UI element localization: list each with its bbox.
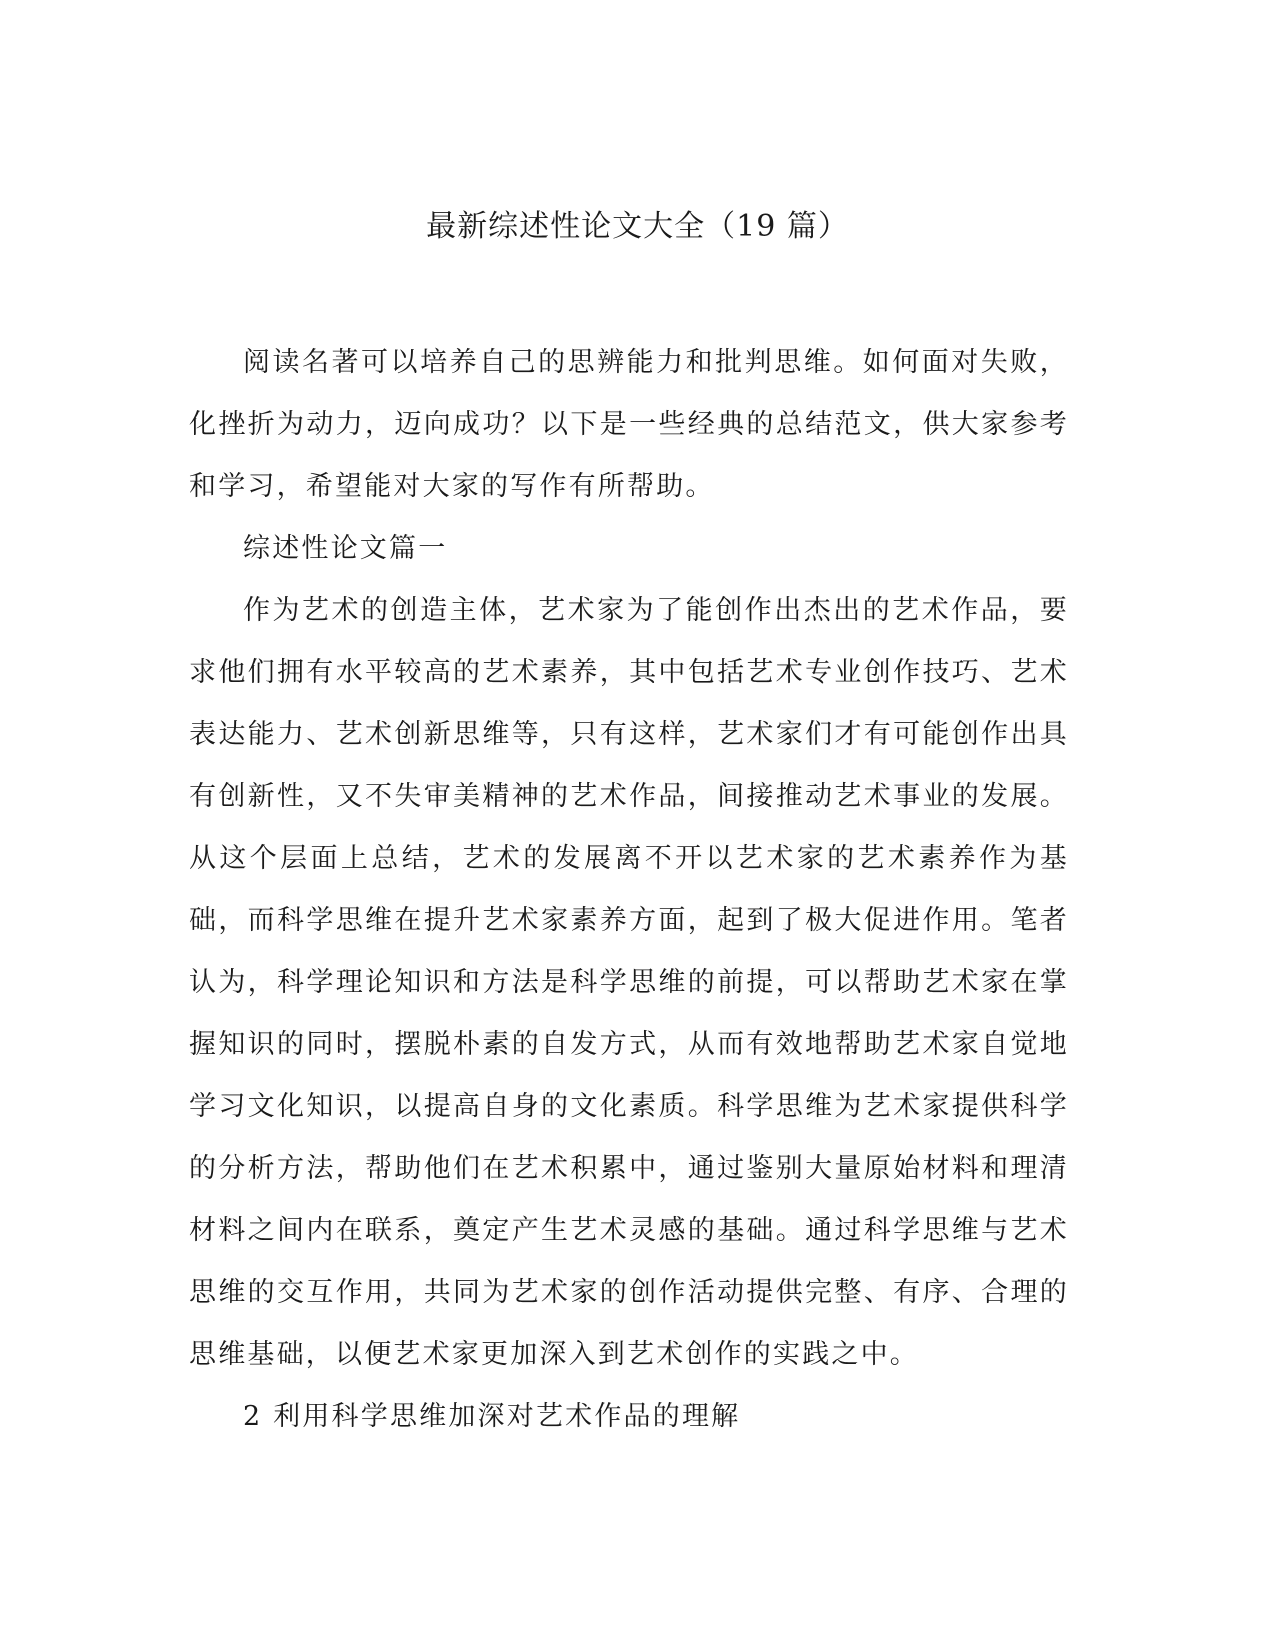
subsection-heading: 2 利用科学思维加深对艺术作品的理解 (243, 1401, 741, 1432)
section-heading: 综述性论文篇一 (243, 533, 448, 564)
document-title: 最新综述性论文大全（19 篇） (426, 209, 849, 244)
body-paragraph: 作为艺术的创造主体，艺术家为了能创作出杰出的艺术作品，要求他们拥有水平较高的艺术素养，其中包括艺术专业创作技巧、艺术表达能力、艺术创新思维等，只有这样，艺术家们才有可能创作出具有创新性，又不失审美精神的艺术作品，间接推动艺术事业的发展。从这个层面上总结，艺术的发展离不开以艺术家的艺术素养作为基础，而科学思维在提升艺术家素养方面，起到了极大促进作用。笔者认为，科学理论知识和方法是科学思维的前提，可以帮助艺术家在掌握知识的同时，摆脱朴素的自发方式，从而有效地帮助艺术家自觉地学习文化知识，以提高自身的文化素质。科学思维为艺术家提供科学的分析方法，帮助他们在艺术积累中，通过鉴别大量原始材料和理清材料之间内在联系，奠定产生艺术灵感的基础。通过科学思维与艺术思维的交互作用，共同为艺术家的创作活动提供完整、有序、合理的思维基础，以便艺术家更加深入到艺术创作的实践之中。 (189, 595, 1069, 1370)
intro-paragraph: 阅读名著可以培养自己的思辨能力和批判思维。如何面对失败，化挫折为动力，迈向成功？以下是一些经典的总结范文，供大家参考和学习，希望能对大家的写作有所帮助。 (189, 347, 1069, 502)
document-body (189, 332, 1069, 1448)
